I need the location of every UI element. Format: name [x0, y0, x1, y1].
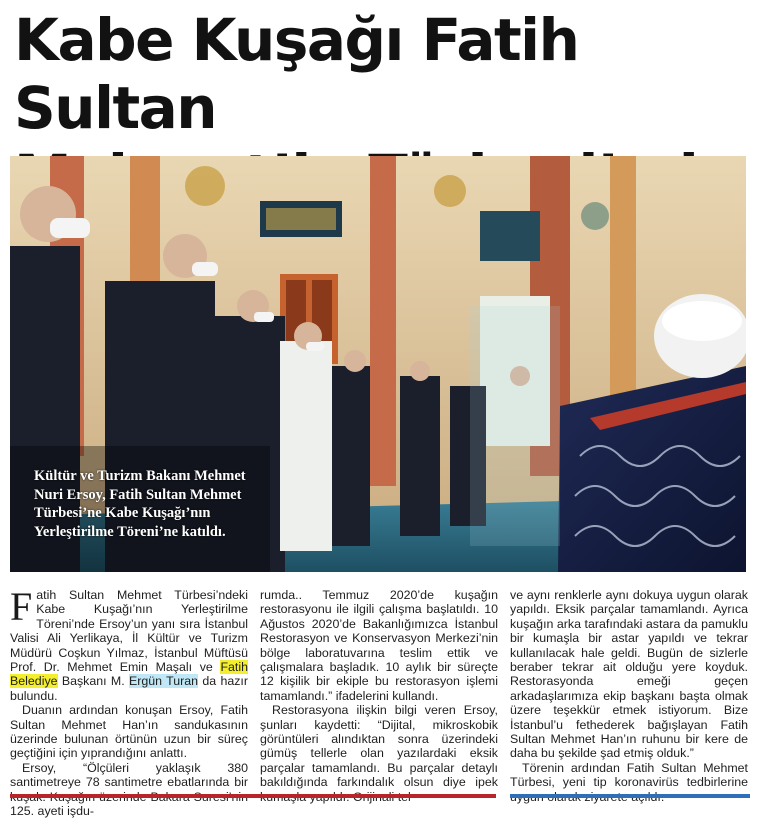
paragraph-3a: Ersoy, “Ölçüleri yaklaşık 380 santimetreye 78 santimetre ebatlarında bir 125. ayeti işdu-	[10, 760, 248, 819]
footer-rule-red	[10, 794, 496, 798]
headline-line-1: Kabe Kuşağı Fatih Sultan	[14, 6, 579, 142]
text-column-3	[510, 588, 748, 804]
footer-rule-blue	[510, 794, 750, 798]
paragraph-3b: rumda.. Temmuz 2020’de kuşağın restorasyonu ile ilgili çalışma başlatıldı. 10 Ağustos 2020’de Bakanlığımızca İstanbul Restorasyon ve Konservasyon Merkezi’nin bölge laboratuvarına teslim ettik ve çalışmalara başladık. 10 aylık bir süreçte 12 kişilik bir ekiple bu restorasyon işlemi tamamlandı.” ifadelerini kullandı.	[260, 588, 498, 703]
paragraph-5: Törenin ardından Fatih Sultan Mehmet Türbesi, yeni tip koronavirüs tedbirlerine	[510, 760, 748, 790]
photo-caption: Kültür ve Turizm Bakanı Mehmet Nuri Ersoy, Fatih Sultan Mehmet Türbesi’ne Kabe Kuşağı’nın Yerleştirilme Töreni’ne katıldı.	[34, 468, 246, 540]
highlight-ergun-turan: Ergün Turan	[128, 674, 199, 689]
paragraph-2: Duanın ardından konuşan Ersoy, Fatih Sultan Mehmet Han’ın sandukasının üzerinde bulunan örtünün uzun bir süreç geçtiğini için yıprandığını anlattı.	[10, 703, 248, 761]
paragraph-1: Fatih Sultan Mehmet Türbesi’ndeki Kabe Kuşağı’nın Yerleştirilme Töreni’nde Ersoy’un yanı sıra İstanbul Valisi Ali Yerlikaya, İl Kültür ve Turizm Müdürü Coşkun Yılmaz, İstanbul Müftüsü Prof. Dr. Mehmet Emin Maşalı ve Fatih Belediye Başkanı M. Ergün Turan da hazır bulundu.	[10, 584, 248, 703]
highlight-belediye: Belediye	[10, 674, 58, 689]
text-column-2	[260, 588, 498, 804]
paragraph-4a: Restorasyona ilişkin bilgi veren Ersoy, şunları kaydetti: “Dijital, mikroskobik görüntüleri alındıktan sonra üzerindeki gümüş tellerle olan yazılardaki eksik parçalar tamamlandı. Bu parçalar detaylı bakıldığında farkındalık olsun diye ipek	[260, 703, 498, 790]
paragraph-4b: ve aynı renklerle aynı dokuya uygun olarak yapıldı. Eksik parçalar tamamlandı. Ayrıca kuşağın arka tarafındaki astara da pamuklu bir kumaşla bir astar yapıldı ve tekrar kullanılacak hale geldi. Bugün de sizlerle beraber tekrar ait olduğu yere koyduk. Restorasyonda emeği geçen arkadaşlarımıza ekip başkanı başta olmak üzere teşekkür etmek istiyorum. Bize İstanbul’u fethederek bağışlayan Fatih Sultan Mehmet Han’ın ruhunu bir kere de daha bu şekilde şad etmiş olduk.”	[510, 588, 748, 761]
text-column-1	[10, 584, 248, 819]
highlight-fatih: Fatih	[220, 660, 248, 675]
drop-cap: F	[10, 584, 33, 629]
